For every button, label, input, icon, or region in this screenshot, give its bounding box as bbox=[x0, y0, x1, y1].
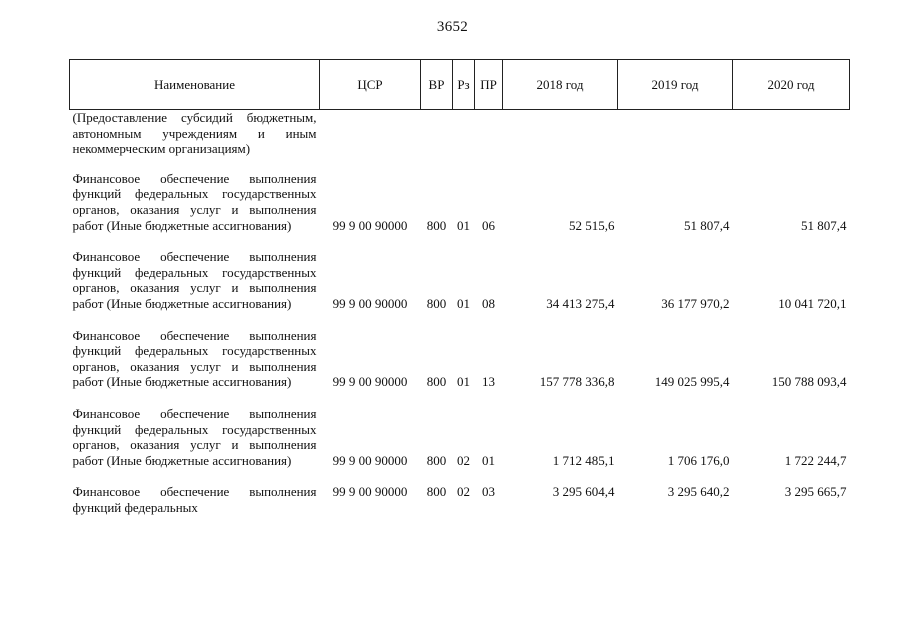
cell-2020: 10 041 720,1 bbox=[778, 295, 847, 311]
cell-2019: 36 177 970,2 bbox=[661, 295, 730, 311]
cell-2018: 1 712 485,1 bbox=[552, 452, 615, 468]
table-row bbox=[70, 249, 850, 327]
cell-rz: 02 bbox=[457, 484, 470, 500]
table-row bbox=[70, 484, 850, 515]
cell-csr: 99 9 00 90000 bbox=[332, 452, 408, 468]
cell-rz: 01 bbox=[457, 295, 470, 311]
cell-2019: 51 807,4 bbox=[684, 217, 730, 233]
cell-csr: 99 9 00 90000 bbox=[332, 484, 408, 500]
cell-pr: 13 bbox=[482, 374, 495, 390]
cell-rz: 02 bbox=[457, 452, 470, 468]
cell-name: Финансовое обеспечение выполнения функций федеральных государственных органов, оказания услуг и выполнения работ (Иные бюджетные ассигнования) bbox=[72, 249, 317, 311]
column-header-name: Наименование bbox=[70, 60, 320, 110]
cell-pr: 03 bbox=[482, 484, 495, 500]
column-header-2020: 2020 год bbox=[733, 60, 850, 110]
table-row bbox=[70, 406, 850, 484]
table-body bbox=[70, 110, 850, 516]
cell-pr: 06 bbox=[482, 217, 495, 233]
cell-vr: 800 bbox=[426, 217, 447, 233]
table-header bbox=[70, 60, 850, 110]
table-row bbox=[70, 171, 850, 249]
cell-2020: 3 295 665,7 bbox=[784, 484, 847, 500]
table-row bbox=[70, 328, 850, 406]
table-row-continuation bbox=[70, 110, 850, 171]
cell-2018: 52 515,6 bbox=[569, 217, 615, 233]
column-header-vr: ВР bbox=[421, 60, 453, 110]
cell-vr: 800 bbox=[426, 374, 447, 390]
cell-empty bbox=[421, 110, 453, 171]
cell-empty bbox=[503, 110, 618, 171]
cell-2018: 157 778 336,8 bbox=[539, 374, 615, 390]
cell-2019: 3 295 640,2 bbox=[667, 484, 730, 500]
cell-2020: 150 788 093,4 bbox=[771, 374, 847, 390]
table-header-row bbox=[70, 60, 850, 110]
column-header-2018: 2018 год bbox=[503, 60, 618, 110]
cell-empty bbox=[618, 110, 733, 171]
column-header-csr: ЦСР bbox=[320, 60, 421, 110]
cell-2019: 1 706 176,0 bbox=[667, 452, 730, 468]
cell-empty bbox=[320, 110, 421, 171]
cell-csr: 99 9 00 90000 bbox=[332, 217, 408, 233]
cell-name: (Предоставление субсидий бюджетным, автономным учреждениям и иным некоммерческим организациям) bbox=[72, 110, 317, 157]
cell-rz: 01 bbox=[457, 217, 470, 233]
cell-rz: 01 bbox=[457, 374, 470, 390]
cell-empty bbox=[453, 110, 475, 171]
page-number: 3652 bbox=[436, 19, 469, 35]
cell-2020: 51 807,4 bbox=[801, 217, 847, 233]
cell-2020: 1 722 244,7 bbox=[784, 452, 847, 468]
column-header-2019: 2019 год bbox=[618, 60, 733, 110]
column-header-rz: Рз bbox=[453, 60, 475, 110]
cell-vr: 800 bbox=[426, 484, 447, 500]
cell-csr: 99 9 00 90000 bbox=[332, 374, 408, 390]
cell-vr: 800 bbox=[426, 295, 447, 311]
cell-name: Финансовое обеспечение выполнения функций федеральных государственных органов, оказания услуг и выполнения работ (Иные бюджетные ассигнования) bbox=[72, 405, 317, 468]
cell-csr: 99 9 00 90000 bbox=[332, 295, 408, 311]
cell-empty bbox=[733, 110, 850, 171]
cell-pr: 08 bbox=[482, 295, 495, 311]
budget-table-wrapper bbox=[69, 59, 849, 515]
cell-name: Финансовое обеспечение выполнения функций федеральных государственных органов, оказания услуг и выполнения работ (Иные бюджетные ассигнования) bbox=[72, 327, 317, 390]
budget-table bbox=[69, 59, 850, 515]
cell-pr: 01 bbox=[482, 452, 495, 468]
column-header-pr: ПР bbox=[475, 60, 503, 110]
cell-name: Финансовое обеспечение выполнения функций федеральных bbox=[72, 484, 317, 515]
cell-2018: 34 413 275,4 bbox=[546, 295, 615, 311]
cell-vr: 800 bbox=[426, 452, 447, 468]
cell-empty bbox=[475, 110, 503, 171]
cell-2019: 149 025 995,4 bbox=[654, 374, 730, 390]
cell-name: Финансовое обеспечение выполнения функций федеральных государственных органов, оказания услуг и выполнения работ (Иные бюджетные ассигнования) bbox=[72, 170, 317, 233]
cell-2018: 3 295 604,4 bbox=[552, 484, 615, 500]
